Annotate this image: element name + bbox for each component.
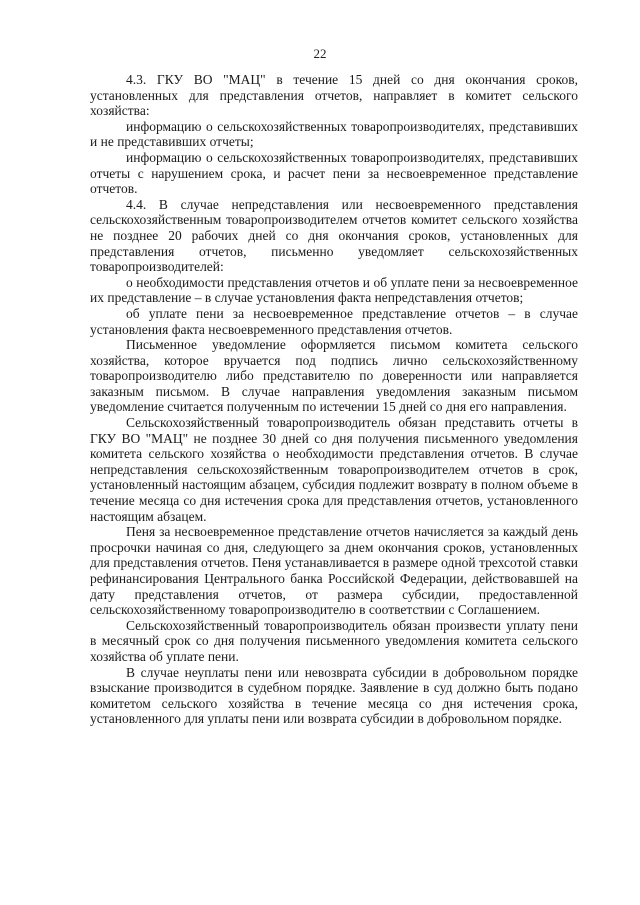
- document-body: [90, 72, 578, 727]
- paragraph-necessity-notice: о необходимости представления отчетов и об уплате пени за несвоевременное их представление – в случае установления факта непредставления отчетов;: [90, 274, 578, 306]
- paragraph-penalty-accrual: Пеня за несвоевременное представление отчетов начисляется за каждый день просрочки начиная со дня, следующего за днем окончания сроков, установленных для представления отчетов. Пеня устанавливается в размере одной трехсотой ставки рефинансирования Центрального банка Российской Федерации, действовавшей на дату представления отчетов, от размера субсидии, предоставленной сельскохозяйственному товаропроизводителю в соответствии с Соглашением.: [90, 524, 578, 618]
- paragraph-info-late: информацию о сельскохозяйственных товаропроизводителях, представивших отчеты с нарушением срока, и расчет пени за несвоевременное представление отчетов.: [90, 149, 578, 197]
- paragraph-court-recovery: В случае неуплаты пени или невозврата субсидии в добровольном порядке взыскание производится в судебном порядке. Заявление в суд должно быть подано комитетом сельского хозяйства в течение месяца со дня истечения срока, установленного для уплаты пени или возврата субсидии в добровольном порядке.: [90, 664, 578, 727]
- paragraph-penalty-notice: об уплате пени за несвоевременное представление отчетов – в случае установления факта несвоевременного представления отчетов.: [90, 305, 578, 337]
- paragraph-info-submitted: информацию о сельскохозяйственных товаропроизводителях, представивших и не представивших отчеты;: [90, 118, 578, 150]
- page-number: 22: [313, 46, 327, 61]
- paragraph-penalty-payment: Сельскохозяйственный товаропроизводитель обязан произвести уплату пени в месячный срок со дня получения письменного уведомления комитета сельского хозяйства об уплате пени.: [90, 617, 578, 664]
- paragraph-submit-obligation: Сельскохозяйственный товаропроизводитель обязан представить отчеты в ГКУ ВО "МАЦ" не позднее 30 дней со дня получения письменного уведомления комитета сельского хозяйства о необходимости представления отчетов. В случае непредставления сельскохозяйственным товаропроизводителем отчетов в срок, установленный настоящим абзацем, субсидия подлежит возврату в полном объеме в течение месяца со дня истечения срока для представления отчетов, установленного настоящим абзацем.: [90, 415, 578, 524]
- paragraph-written-notice: Письменное уведомление оформляется письмом комитета сельского хозяйства, которое вручается под подпись лично сельскохозяйственному товаропроизводителю либо представителю по доверенности или направляется заказным письмом. В случае направления уведомления заказным письмом уведомление считается полученным по истечении 15 дней со дня его направления.: [90, 337, 578, 415]
- paragraph-4-4: 4.4. В случае непредставления или несвоевременного представления сельскохозяйственным товаропроизводителем отчетов комитет сельского хозяйства не позднее 20 рабочих дней со дня окончания сроков, установленных для представления отчетов, письменно уведомляет сельскохозяйственных товаропроизводителей:: [90, 196, 578, 275]
- paragraph-4-3: 4.3. ГКУ ВО "МАЦ" в течение 15 дней со дня окончания сроков, установленных для представления отчетов, направляет в комитет сельского хозяйства:: [90, 72, 578, 119]
